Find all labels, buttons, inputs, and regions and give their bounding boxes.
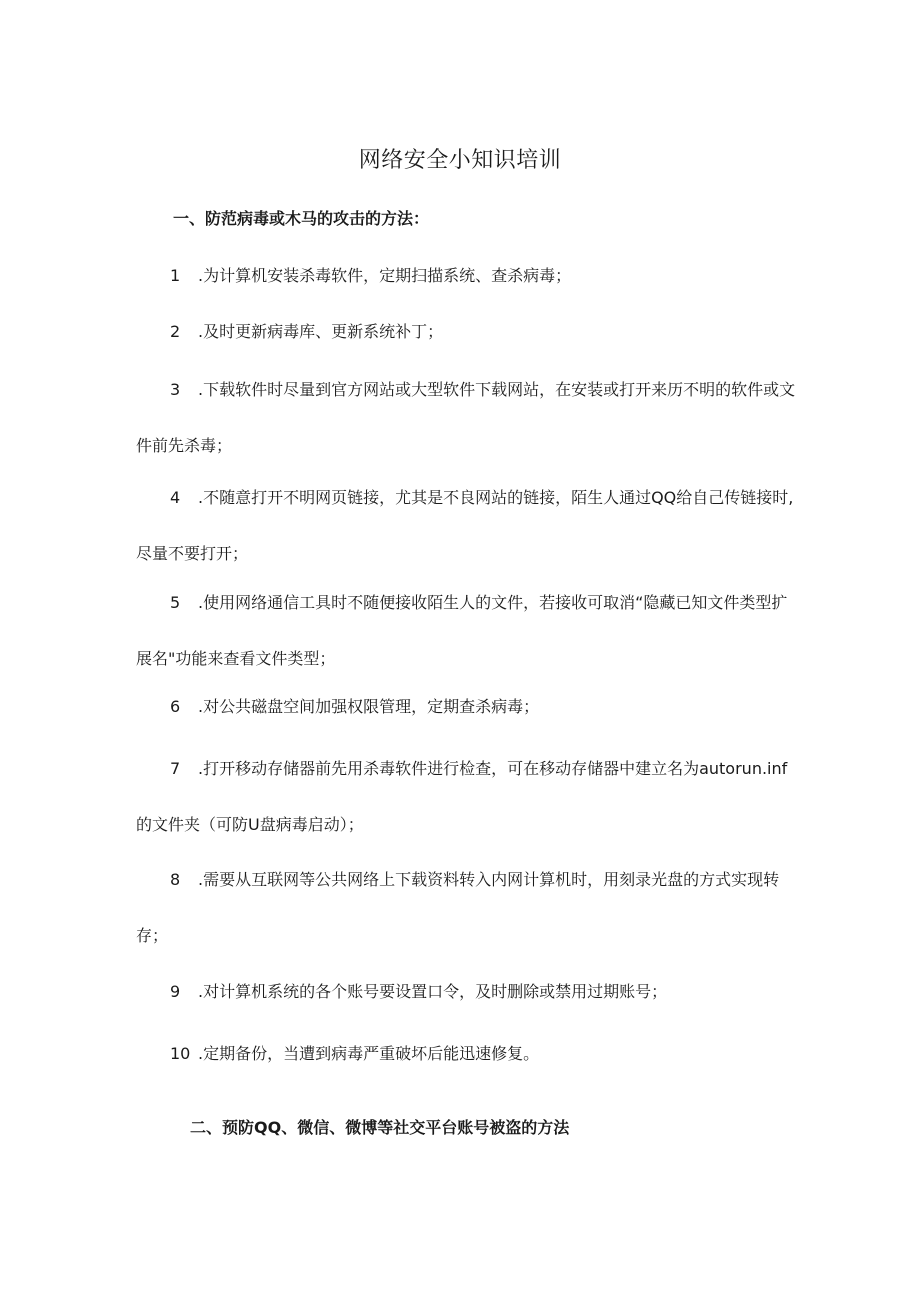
item-text: .及时更新病毒库、更新系统补丁； xyxy=(198,322,444,341)
section-heading-1: 一、防范病毒或木马的攻击的方法： xyxy=(173,209,430,228)
list-item xyxy=(136,679,796,735)
item-text: .下载软件时尽量到官方网站或大型软件下载网站，在安装或打开来历不明的软件或文件前先杀毒； xyxy=(136,380,796,455)
item-number: 7 xyxy=(170,759,181,778)
item-number: 1 xyxy=(170,266,181,285)
item-number: 8 xyxy=(170,870,181,889)
list-item xyxy=(136,248,796,304)
document-title: 网络安全小知识培训 xyxy=(358,148,562,173)
item-text: .不随意打开不明网页链接，尤其是不良网站的链接，陌生人通过QQ给自己传链接时,尽量不要打开； xyxy=(136,488,794,563)
list-item xyxy=(136,362,796,474)
item-number: 2 xyxy=(170,322,181,341)
list-item xyxy=(136,1026,796,1082)
item-number: 10 xyxy=(170,1044,191,1063)
list-item xyxy=(136,852,796,964)
list-item xyxy=(136,964,796,1020)
item-text: .对公共磁盘空间加强权限管理，定期查杀病毒； xyxy=(198,697,540,716)
item-number: 5 xyxy=(170,593,181,612)
list-item xyxy=(136,304,796,360)
section-heading-2: 二、预防QQ、微信、微博等社交平台账号被盗的方法 xyxy=(190,1118,570,1137)
list-item xyxy=(136,470,796,582)
item-text: .对计算机系统的各个账号要设置口令，及时删除或禁用过期账号； xyxy=(198,982,668,1001)
item-text: .使用网络通信工具时不随便接收陌生人的文件，若接收可取消“隐藏已知文件类型扩展名"功能来查看文件类型； xyxy=(136,593,788,668)
list-item xyxy=(136,741,796,853)
item-text: .为计算机安装杀毒软件，定期扫描系统、查杀病毒； xyxy=(198,266,572,285)
item-text: .打开移动存储器前先用杀毒软件进行检查，可在移动存储器中建立名为autorun.inf的文件夹（可防U盘病毒启动）； xyxy=(136,759,788,834)
list-item xyxy=(136,575,796,687)
item-number: 3 xyxy=(170,380,181,399)
item-text: .需要从互联网等公共网络上下载资料转入内网计算机时，用刻录光盘的方式实现转存； xyxy=(136,870,780,945)
item-number: 4 xyxy=(170,488,181,507)
item-text: .定期备份，当遭到病毒严重破坏后能迅速修复。 xyxy=(198,1044,540,1063)
item-number: 6 xyxy=(170,697,181,716)
item-number: 9 xyxy=(170,982,181,1001)
